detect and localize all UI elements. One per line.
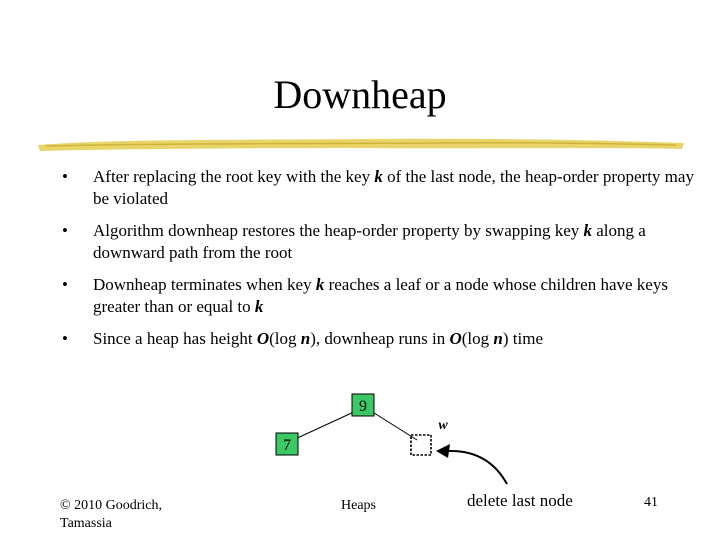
bullet-emphasis: O [256, 329, 270, 348]
bullet-dot-icon: • [62, 221, 68, 240]
slide-title: Downheap [273, 72, 447, 117]
bullet-text: along a downward path from the root [93, 221, 646, 262]
bullet-text: (log [269, 329, 301, 348]
bullet-text: reaches a leaf or a node whose children have keys greater than or equal to [93, 275, 668, 316]
last-node-label: w [438, 418, 448, 433]
bullet-text: ), downheap runs in [310, 329, 450, 348]
bullet-text: After replacing the root key with the key [93, 167, 375, 186]
bullet-emphasis: k [583, 221, 593, 240]
bullet-emphasis: n [300, 329, 311, 348]
bullet-text: ) time [502, 329, 544, 348]
arrow-head-icon [436, 444, 450, 458]
bullet-emphasis: k [374, 167, 383, 186]
bullet-emphasis: k [315, 275, 325, 294]
bullet-text: of the last node, the heap-order property may be violated [93, 167, 694, 208]
bullet-emphasis: n [493, 329, 503, 348]
bullet-text: Downheap terminates when key [93, 275, 316, 294]
bullet-dot-icon: • [62, 167, 68, 186]
bullet-emphasis: k [254, 297, 264, 316]
footer-topic: Heaps [341, 498, 376, 513]
bullet-text: Algorithm downheap restores the heap-order property by swapping key [93, 221, 584, 240]
page-number: 41 [644, 495, 658, 510]
root-node-key: 9 [359, 398, 367, 415]
edge-root-right [371, 411, 417, 440]
footer-copyright: © 2010 Goodrich, Tamassia [60, 498, 163, 531]
bullet-dot-icon: • [62, 275, 68, 294]
left-child-node-key: 7 [283, 437, 291, 454]
bullet-emphasis: O [449, 329, 462, 348]
callout-text: delete last node [467, 491, 573, 510]
callout-arrow [448, 451, 507, 484]
bullet-text: (log [461, 329, 494, 348]
edge-root-left [293, 411, 356, 440]
bullet-dot-icon: • [62, 329, 68, 348]
bullet-text: Since a heap has height [93, 329, 257, 348]
